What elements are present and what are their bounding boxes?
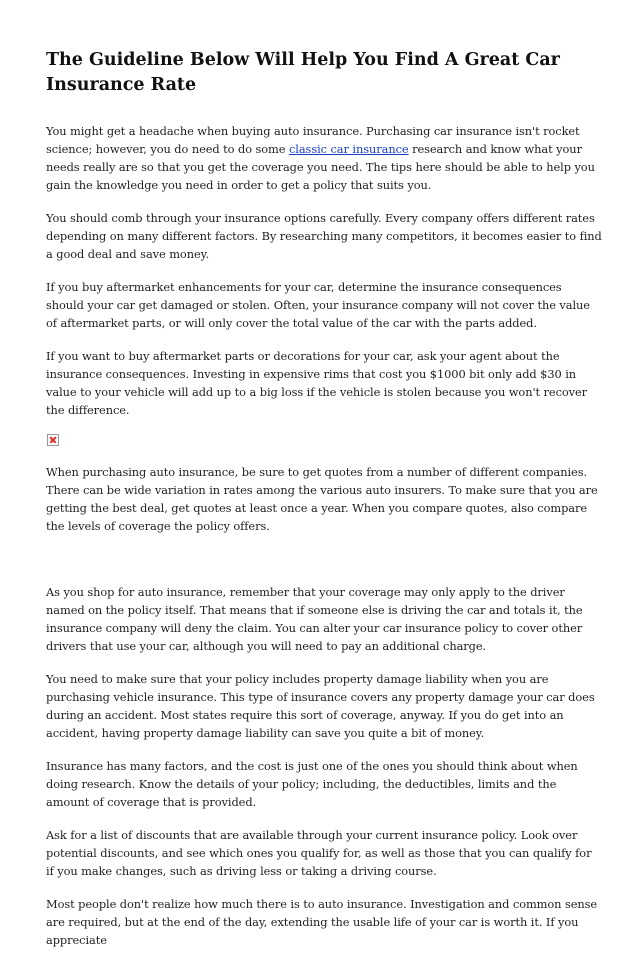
broken-image-icon <box>47 434 59 446</box>
blank-space <box>46 550 602 583</box>
paragraph-named-driver: As you shop for auto insurance, remember that your coverage may only apply to the driver named on the policy itself. That means that if someone else is driving the car and totals it, the insurance company will deny the claim. You can alter your car insurance policy to cover other drivers that use your car, although you will need to pay an additional charge. <box>46 585 583 653</box>
article-title: The Guideline Below Will Help You Find A Great Car Insurance Rate <box>46 50 560 95</box>
paragraph-conclusion: Most people don't realize how much there is to auto insurance. Investigation and common sense are required, but at the end of the day, extending the usable life of your car is worth it. If you appreciate <box>46 897 598 947</box>
paragraph-property-damage: You need to make sure that your policy includes property damage liability when you are purchasing vehicle insurance. This type of insurance covers any property damage your car does during an accident. Most states require this sort of coverage, anyway. If you do get into an accident, having property damage liability can save you quite a bit of money. <box>46 672 595 740</box>
classic-car-insurance-link[interactable]: classic car insurance <box>288 142 409 156</box>
paragraph-aftermarket-parts: If you want to buy aftermarket parts or decorations for your car, ask your agent about the insurance consequences. Investing in expensive rims that cost you $1000 bit only add $30 in value to your vehicle will add up to a big loss if the vehicle is stolen because you won't recover the difference. <box>46 349 588 417</box>
document-page <box>46 48 602 964</box>
paragraph-intro-text-before: You might get a headache when buying auto insurance. Purchasing car insurance isn't rocket science; however, you do need to do some <box>46 124 580 156</box>
paragraph-intro-text-after: research and know what your needs really are so that you get the coverage you need. The tips here should be able to help you gain the knowledge you need in order to get a policy that suits you. <box>46 142 595 192</box>
paragraph-insurance-factors: Insurance has many factors, and the cost is just one of the ones you should think about when doing research. Know the details of your policy; including, the deductibles, limits and the amount of coverage that is provided. <box>46 759 578 809</box>
paragraph-comb-options: You should comb through your insurance options carefully. Every company offers different rates depending on many different factors. By researching many competitors, it becomes easier to find a good deal and save money. <box>46 211 602 261</box>
paragraph-quotes: When purchasing auto insurance, be sure to get quotes from a number of different companies. There can be wide variation in rates among the various auto insurers. To make sure that you are getting the best deal, get quotes at least once a year. When you compare quotes, also compare the levels of coverage the policy offers. <box>46 465 598 533</box>
paragraph-aftermarket-enhancements: If you buy aftermarket enhancements for your car, determine the insurance consequences should your car get damaged or stolen. Often, your insurance company will not cover the value of aftermarket parts, or will only cover the total value of the car with the parts added. <box>46 280 590 330</box>
paragraph-intro <box>46 122 602 194</box>
paragraph-discounts: Ask for a list of discounts that are available through your current insurance policy. Look over potential discounts, and see which ones you qualify for, as well as those that you can qualify for if you make changes, such as driving less or taking a driving course. <box>46 828 592 878</box>
